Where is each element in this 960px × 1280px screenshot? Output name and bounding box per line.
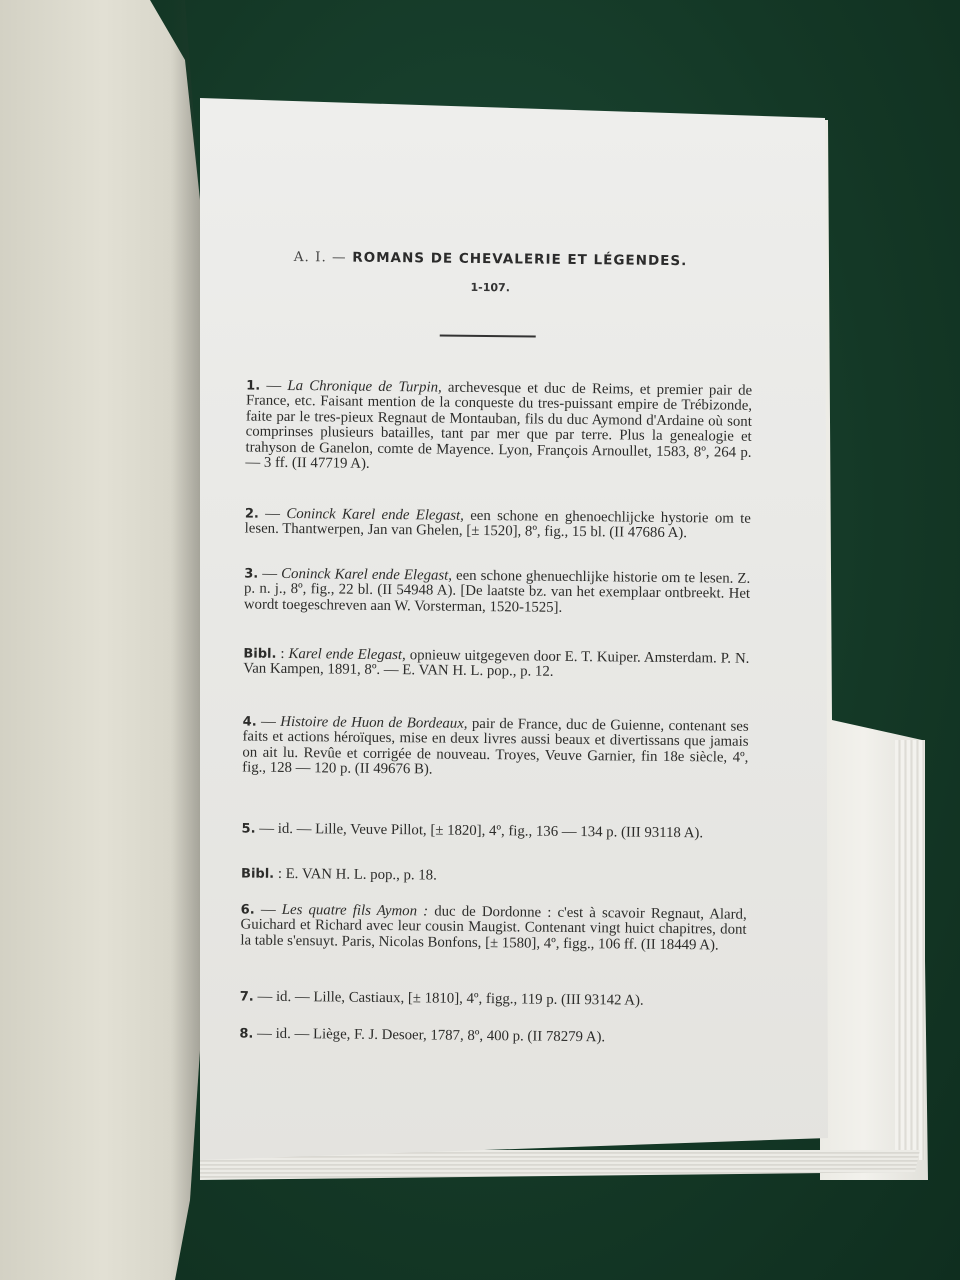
entry-dash: :: [276, 645, 289, 662]
entry-text: opnieuw uitgegeven door E. T. Kuiper. Amsterdam. P. N. Van Kampen, 1891, 8º. — E. VAN H. L. pop., p. 12.: [243, 647, 750, 681]
entry-text: pair de France, duc de Guienne, contenant ses faits et actions héroïques, mise en deux livres aussi beaux et divertissans que jamais on ait lu. Revûe et corrigée de nouveau. Troyes, Veuve Garnier, fin 18e siècle, 4º, fig., 128 — 120 p. (II 49676 B).: [242, 715, 749, 778]
entry-dash: —: [253, 1025, 276, 1042]
entry-dash: —: [253, 988, 277, 1005]
bibl-label: Bibl.: [241, 866, 275, 882]
entry-dash: —: [258, 505, 287, 522]
heading-text: ROMANS DE CHEVALERIE ET LÉGENDES.: [352, 249, 688, 270]
entry-8: [239, 1026, 745, 1047]
entry-number: 5.: [241, 821, 256, 837]
entry-number: 3.: [244, 566, 259, 582]
entry-text: id. — Liège, F. J. Desoer, 1787, 8º, 400 p. (II 78279 A).: [275, 1025, 606, 1046]
entry-dash: —: [256, 713, 281, 730]
bibl-entry-3: [243, 647, 749, 683]
entry-5: [241, 821, 747, 842]
entry-dash: :: [274, 865, 286, 882]
divider-rule: [440, 335, 536, 338]
entry-2: [245, 507, 751, 543]
entry-text: id. — Lille, Veuve Pillot, [± 1820], 4º, fig., 136 — 134 p. (III 93118 A).: [277, 820, 704, 842]
bibl-entry-5: [241, 866, 747, 887]
entry-number: 8.: [239, 1026, 254, 1042]
entry-dash: —: [254, 901, 282, 918]
entry-number: 4.: [242, 714, 257, 730]
entry-6: [240, 902, 746, 954]
entry-text: duc de Dordonne : c'est à scavoir Regnaut, Alard, Guichard et Richard avec leur cousin Maugist. Contenant vingt huict chapitres, dont la table s'ensuyt. Paris, Nicolas Bonfons, [± 1580], 4º, figg., 106 ff. (II 18449 A).: [240, 903, 747, 954]
entry-3: [244, 567, 750, 619]
entry-number: 7.: [239, 989, 254, 1005]
entry-title: Coninck Karel ende Elegast,: [281, 565, 453, 584]
entry-text: archevesque et duc de Reims, et premier pair de France, etc. Faisant mention de la conqueste du tres-puissant empire de Trébizonde, faite par le tres-pieux Regnaut de Montauban, fils du duc Aymond d'Ardaine où sont comprinses plusieurs batailles, tant par mer que par terre. Plus la genealogie et trahyson de Ganelon, comte de Mayence. Lyon, François Arnoullet, 1583, 8º, 264 p. — 3 ff. (II 47719 A).: [245, 379, 753, 472]
entry-number: 6.: [240, 902, 255, 918]
bibl-label: Bibl.: [243, 646, 277, 662]
entry-text: een schone en ghenoechlijcke hystorie om te lesen. Thantwerpen, Jan van Ghelen, [± 1520], 8º, fig., 15 bl. (II 47686 A).: [244, 507, 751, 542]
entry-number: 1.: [246, 378, 261, 394]
entry-7: [240, 989, 746, 1010]
entry-title: La Chronique de Turpin,: [287, 377, 442, 396]
entry-title: Histoire de Huon de Bordeaux,: [280, 713, 468, 732]
entry-text: id. — Lille, Castiaux, [± 1810], 4º, figg., 119 p. (III 93142 A).: [275, 988, 644, 1009]
heading-prefix: A. I. —: [293, 249, 347, 266]
section-range: 1-107.: [470, 280, 510, 295]
page-content: [191, 96, 830, 1165]
entry-number: 2.: [244, 506, 259, 522]
page-edge-lines: [895, 740, 925, 1160]
entry-title: Les quatre fils Aymon :: [281, 901, 429, 920]
entry-text: E. VAN H. L. pop., p. 18.: [285, 865, 437, 884]
entry-dash: —: [258, 565, 282, 582]
entry-title: Karel ende Elegast,: [288, 645, 406, 664]
entry-1: [245, 379, 752, 477]
section-heading: [240, 248, 740, 269]
entry-dash: —: [260, 377, 288, 394]
entry-title: Coninck Karel ende Elegast,: [286, 505, 464, 524]
entry-4: [242, 714, 749, 781]
entry-dash: —: [255, 820, 278, 837]
entry-text: een schone ghenuechlijke historie om te lesen. Z. p. n. j., 8º, fig., 22 bl. (II 54948 A). [De laatste bz. van het exemplaar ontbreekt. Het wordt toegeschreven aan W. Vorsterman, 1520-1525].: [243, 567, 751, 616]
